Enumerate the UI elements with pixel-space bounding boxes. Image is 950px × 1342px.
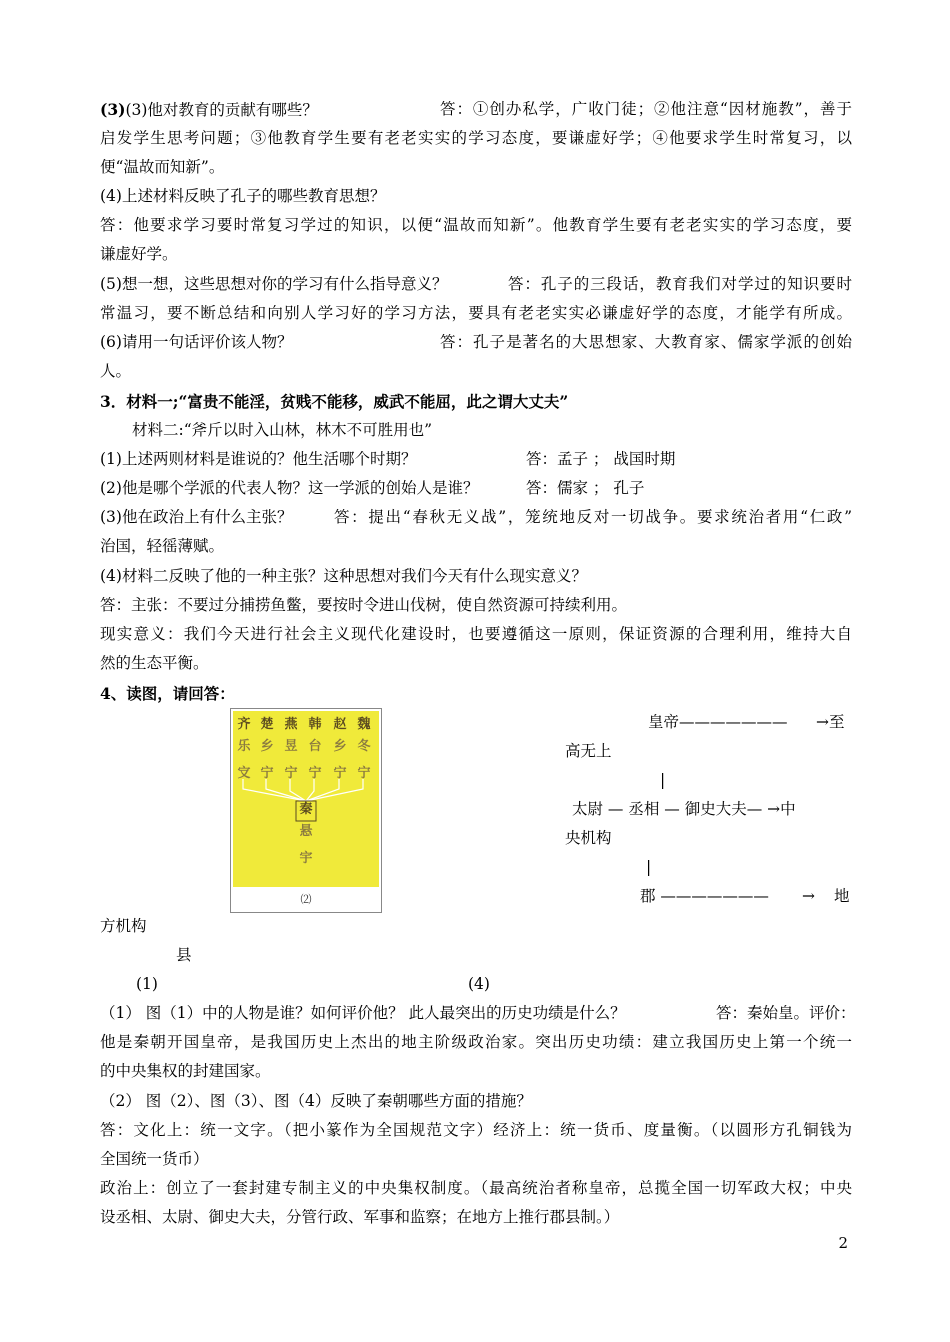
diagram-county: 县 [176, 946, 192, 964]
page-number: 2 [838, 1234, 848, 1252]
s4-q2-answer-line4: 设丞相、太尉、御史大夫，分管行政、军事和监察；在地方上推行郡县制。） [100, 1208, 620, 1226]
q4-question: (4)上述材料反映了孔子的哪些教育思想？ [100, 187, 386, 205]
s4-q2-question: （2） 图（2）、图（3）、图（4）反映了秦朝哪些方面的措施？ [100, 1092, 532, 1110]
figure-caption: ⑵ [300, 893, 312, 906]
diagram-connector-1: | [660, 771, 666, 789]
diagram-emperor-arrow: →至 [816, 713, 845, 731]
figure-image [233, 711, 379, 887]
q3-question: (3)(3)他对教育的贡献有哪些？ [100, 100, 318, 119]
s3-q4-answer-line1: 答：主张：不要过分捕捞鱼鳖，要按时令进山伐树，使自然资源可持续利用。 [100, 596, 628, 614]
s3-q3-answer-line2: 治国，轻徭薄赋。 [100, 537, 225, 555]
diagram-continuation: 方机构 [100, 917, 147, 935]
s3-q1-answer: 答：孟子 ； 战国时期 [526, 450, 676, 468]
s3-q2-question: (2)他是哪个学派的代表人物？这一学派的创始人是谁？ [100, 479, 479, 497]
diagram-commandery: 郡 ——————— [640, 887, 769, 905]
q3-answer-line2: 启发学生思考问题；③他教育学生要有老老实实的学习态度，要谦虚好学；④他要求学生时常复习，以 [100, 129, 852, 147]
figure-label-1: (1) [136, 975, 158, 993]
s3-q4-answer-line3: 然的生态平衡。 [100, 654, 209, 672]
q6-answer-start: 答：孔子是著名的大思想家、大教育家、儒家学派的创始 [440, 333, 852, 351]
q3-answer-start: 答：①创办私学，广收门徒；②他注意“因材施教”，善于 [440, 100, 852, 118]
s4-q2-answer-line2: 全国统一货币） [100, 1150, 209, 1168]
section3-material2: 材料二:“斧斤以时入山林，林木不可胜用也” [132, 421, 433, 439]
s4-q2-answer-line1: 答：文化上：统一文字。（把小篆作为全国规范文字）经济上：统一货币、度量衡。（以圆形方孔铜钱为 [100, 1121, 852, 1139]
s4-q1-answer-start: 答：秦始皇。评价： [716, 1004, 856, 1022]
q6-question: (6)请用一句话评价该人物？ [100, 333, 293, 351]
state-chu: 楚 乡 宁 [260, 717, 274, 781]
q5-answer-line2: 常温习，要不断总结和向别人学习好的学习方法，要具有老老实实必谦虚好学的态度，才能学有所成。 [100, 304, 852, 322]
figure-unified-script [230, 708, 382, 913]
state-han: 韩 台 宁 [308, 717, 322, 781]
q3-answer-line3: 便“温故而知新”。 [100, 158, 225, 176]
q4-answer-line1: 答：他要求学习要时常复习学过的知识，以便“温故而知新”。他教育学生要有老老实实的学习态度，要 [100, 216, 852, 234]
s3-q3-answer-start: 答：提出“春秋无义战”，笼统地反对一切战争。要求统治者用“仁政” [334, 508, 852, 526]
s4-q1-answer-line2: 他是秦朝开国皇帝，是我国历史上杰出的地主阶级政治家。突出历史功绩：建立我国历史上第一个统一 [100, 1033, 852, 1051]
s4-q1-question: （1） 图（1）中的人物是谁？如何评价他？ 此人最突出的历史功绩是什么？ [100, 1004, 626, 1022]
q4-answer-line2: 谦虚好学。 [100, 245, 178, 263]
s3-q4-answer-line2: 现实意义：我们今天进行社会主义现代化建设时，也要遵循这一原则，保证资源的合理利用，维持大自 [100, 625, 852, 643]
s3-q1-question: (1)上述两则材料是谁说的？他生活哪个时期？ [100, 450, 417, 468]
state-wei: 魏 冬 宁 [357, 717, 371, 781]
s3-q3-question: (3)他在政治上有什么主张？ [100, 508, 293, 526]
section4-heading: 4、读图，请回答： [100, 684, 235, 703]
s3-q2-answer: 答：儒家 ； 孔子 [526, 479, 645, 497]
q5-question: (5)想一想，这些思想对你的学习有什么指导意义？ [100, 275, 448, 293]
state-zhao: 赵 乡 宁 [333, 717, 347, 781]
q5-answer-start: 答：孔子的三段话，教育我们对学过的知识要时 [508, 275, 852, 293]
diagram-commandery-arrow: → [802, 887, 815, 905]
s3-q4-question: (4)材料二反映了他的一种主张？这种思想对我们今天有什么现实意义？ [100, 567, 587, 585]
diagram-emperor: 皇帝——————— [648, 713, 788, 731]
state-qin: 秦 悬 宇 [299, 802, 313, 866]
section3-material1: 3．材料一;“富贵不能淫，贫贱不能移，威武不能屈，此之谓大丈夫” [100, 392, 569, 411]
s4-q1-answer-line3: 的中央集权的封建国家。 [100, 1062, 271, 1080]
diagram-supreme: 高无上 [565, 742, 612, 760]
state-qi: 齐 乐 㝊 [237, 717, 251, 781]
diagram-central-institutions: 央机构 [565, 829, 612, 847]
s4-q2-answer-line3: 政治上：创立了一套封建专制主义的中央集权制度。（最高统治者称皇帝，总揽全国一切军政大权；中央 [100, 1179, 852, 1197]
diagram-central-officials: 太尉 — 丞相 — 御史大夫— →中 [572, 800, 796, 818]
figure-label-4: (4) [468, 975, 490, 993]
state-yan: 燕 昱 宁 [284, 717, 298, 781]
q6-answer-line2: 人。 [100, 362, 132, 380]
diagram-local: 地 [834, 887, 850, 905]
diagram-connector-2: | [646, 858, 652, 876]
